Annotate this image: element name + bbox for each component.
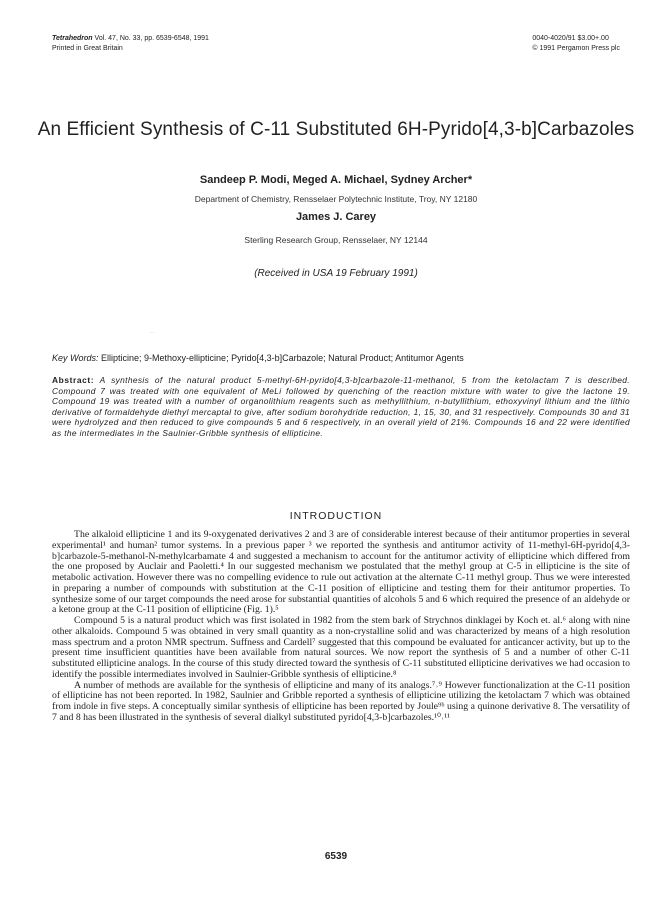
affiliation-rpi: Department of Chemistry, Rensselaer Polytechnic Institute, Troy, NY 12180 xyxy=(194,194,478,204)
copyright-line: © 1991 Pergamon Press plc xyxy=(532,45,620,52)
article-code: 0040-4020/91 $3.00+.00 xyxy=(532,35,609,42)
author-carey: James J. Carey xyxy=(295,211,377,223)
keywords-text: Ellipticine; 9-Methoxy-ellipticine; Pyrido[4,3-b]Carbazole; Natural Product; Antitumor Agents xyxy=(98,353,464,363)
section-heading-introduction: INTRODUCTION xyxy=(289,510,383,522)
paragraph-1: The alkaloid ellipticine 1 and its 9-oxygenated derivatives 2 and 3 are of considerable interest because of their antitumor properties in several experimental¹ and human² tumor systems. In a previous paper ³ we reported the synthesis and antitumor activity of 11-methyl-6H-pyrido[4,3-b]carbazole-5-methanol-N-methylcarbamate 4 and suggested a mechanism to account for the antitumor activity of ellipticine which differed from the one proposed by Auclair and Paoletti.⁴ In our suggested mechanism we postulated that the methyl group at C-5 in ellipticine is the site of metabolic activation. However there was no compelling evidence to rule out activation at the alternate C-11 methyl group. Thus we were interested in preparing a number of compounds with substitution at the C-11 position of ellipticine and testing them for their antitumor properties. To synthesize some of our target compounds the need arose for substantial quantities of alcohols 5 and 6 which required the presence of an aldehyde or a ketone group at the C-11 position of ellipticine (Fig. 1).⁵ xyxy=(52,529,630,616)
paper-title: An Efficient Synthesis of C-11 Substituted 6H-Pyrido[4,3-b]Carbazoles xyxy=(37,119,635,140)
page-number: 6539 xyxy=(324,851,348,862)
affiliation-sterling: Sterling Research Group, Rensselaer, NY 12144 xyxy=(244,235,428,245)
scan-speck: . . xyxy=(150,329,155,335)
author-list: Sandeep P. Modi, Meged A. Michael, Sydney Archer* xyxy=(199,174,473,186)
journal-name: Tetrahedron xyxy=(52,35,93,42)
received-date: (Received in USA 19 February 1991) xyxy=(254,268,418,279)
introduction-body xyxy=(52,530,630,724)
journal-header xyxy=(52,34,209,54)
publisher-header xyxy=(532,34,620,54)
printed-in: Printed in Great Britain xyxy=(52,45,123,52)
keywords-label: Key Words: xyxy=(52,353,99,363)
abstract xyxy=(52,375,630,439)
abstract-label: Abstract: xyxy=(52,375,95,385)
paragraph-3: A number of methods are available for the synthesis of ellipticine and many of its analogs.⁷˒⁹ However functionalization at the C-11 position of ellipticine has not been reported. In 1982, Saulnier and Gribble reported a synthesis of ellipticine utilizing the ketolactam 7 which was obtained from indole in five steps. A conceptually similar synthesis of ellipticine has been reported by Joule⁹ᵇ using a quinone derivative 8. The versatility of 7 and 8 has been illustrated in the synthesis of several dialkyl substituted pyrido[4,3-b]carbazoles.¹⁰˒¹¹ xyxy=(52,679,630,723)
abstract-text: A synthesis of the natural product 5-methyl-6H-pyrido[4,3-b]carbazole-11-methanol, 5 from the ketolactam 7 is described. Compound 7 was treated with one equivalent of MeLi followed by quenching of the reaction mixture with water to give the lactone 19. Compound 19 was treated with a number of organolithium reagents such as methyllithium, n-butyllithium, ethoxyvinyl lithium and the lithio derivative of formaldehyde diethyl mercaptal to give, after sodium borohydride reduction, 1, 15, 30, and 31 respectively. Compounds 30 and 31 were hydrolyzed and then reduced to give compounds 5 and 6 respectively, in an overall yield of 21%. Compounds 16 and 22 were identified as the intermediates in the Saulnier-Gribble synthesis of ellipticine. xyxy=(52,375,630,438)
journal-citation: Vol. 47, No. 33, pp. 6539-6548, 1991 xyxy=(94,35,209,42)
paragraph-2: Compound 5 is a natural product which was first isolated in 1982 from the stem bark of Strychnos dinklagei by Koch et. al.⁶ along with nine other alkaloids. Compound 5 was obtained in very small quantity as a non-crystalline solid and was characterized by means of a high resolution mass spectrum and a proton NMR spectrum. Suffness and Cardell⁷ suggested that this compound be evaluated for anticancer activity, but up to the present time insufficient quantities have been available from natural sources. We now report the synthesis of 5 and a number of other C-11 substituted ellipticine analogs. In the course of this study directed toward the synthesis of C-11 substituted ellipticine derivatives we had occasion to identify the possible intermediates involved in Saulnier-Gribble synthesis of ellipticine.⁸ xyxy=(52,615,631,680)
keywords xyxy=(52,353,627,363)
